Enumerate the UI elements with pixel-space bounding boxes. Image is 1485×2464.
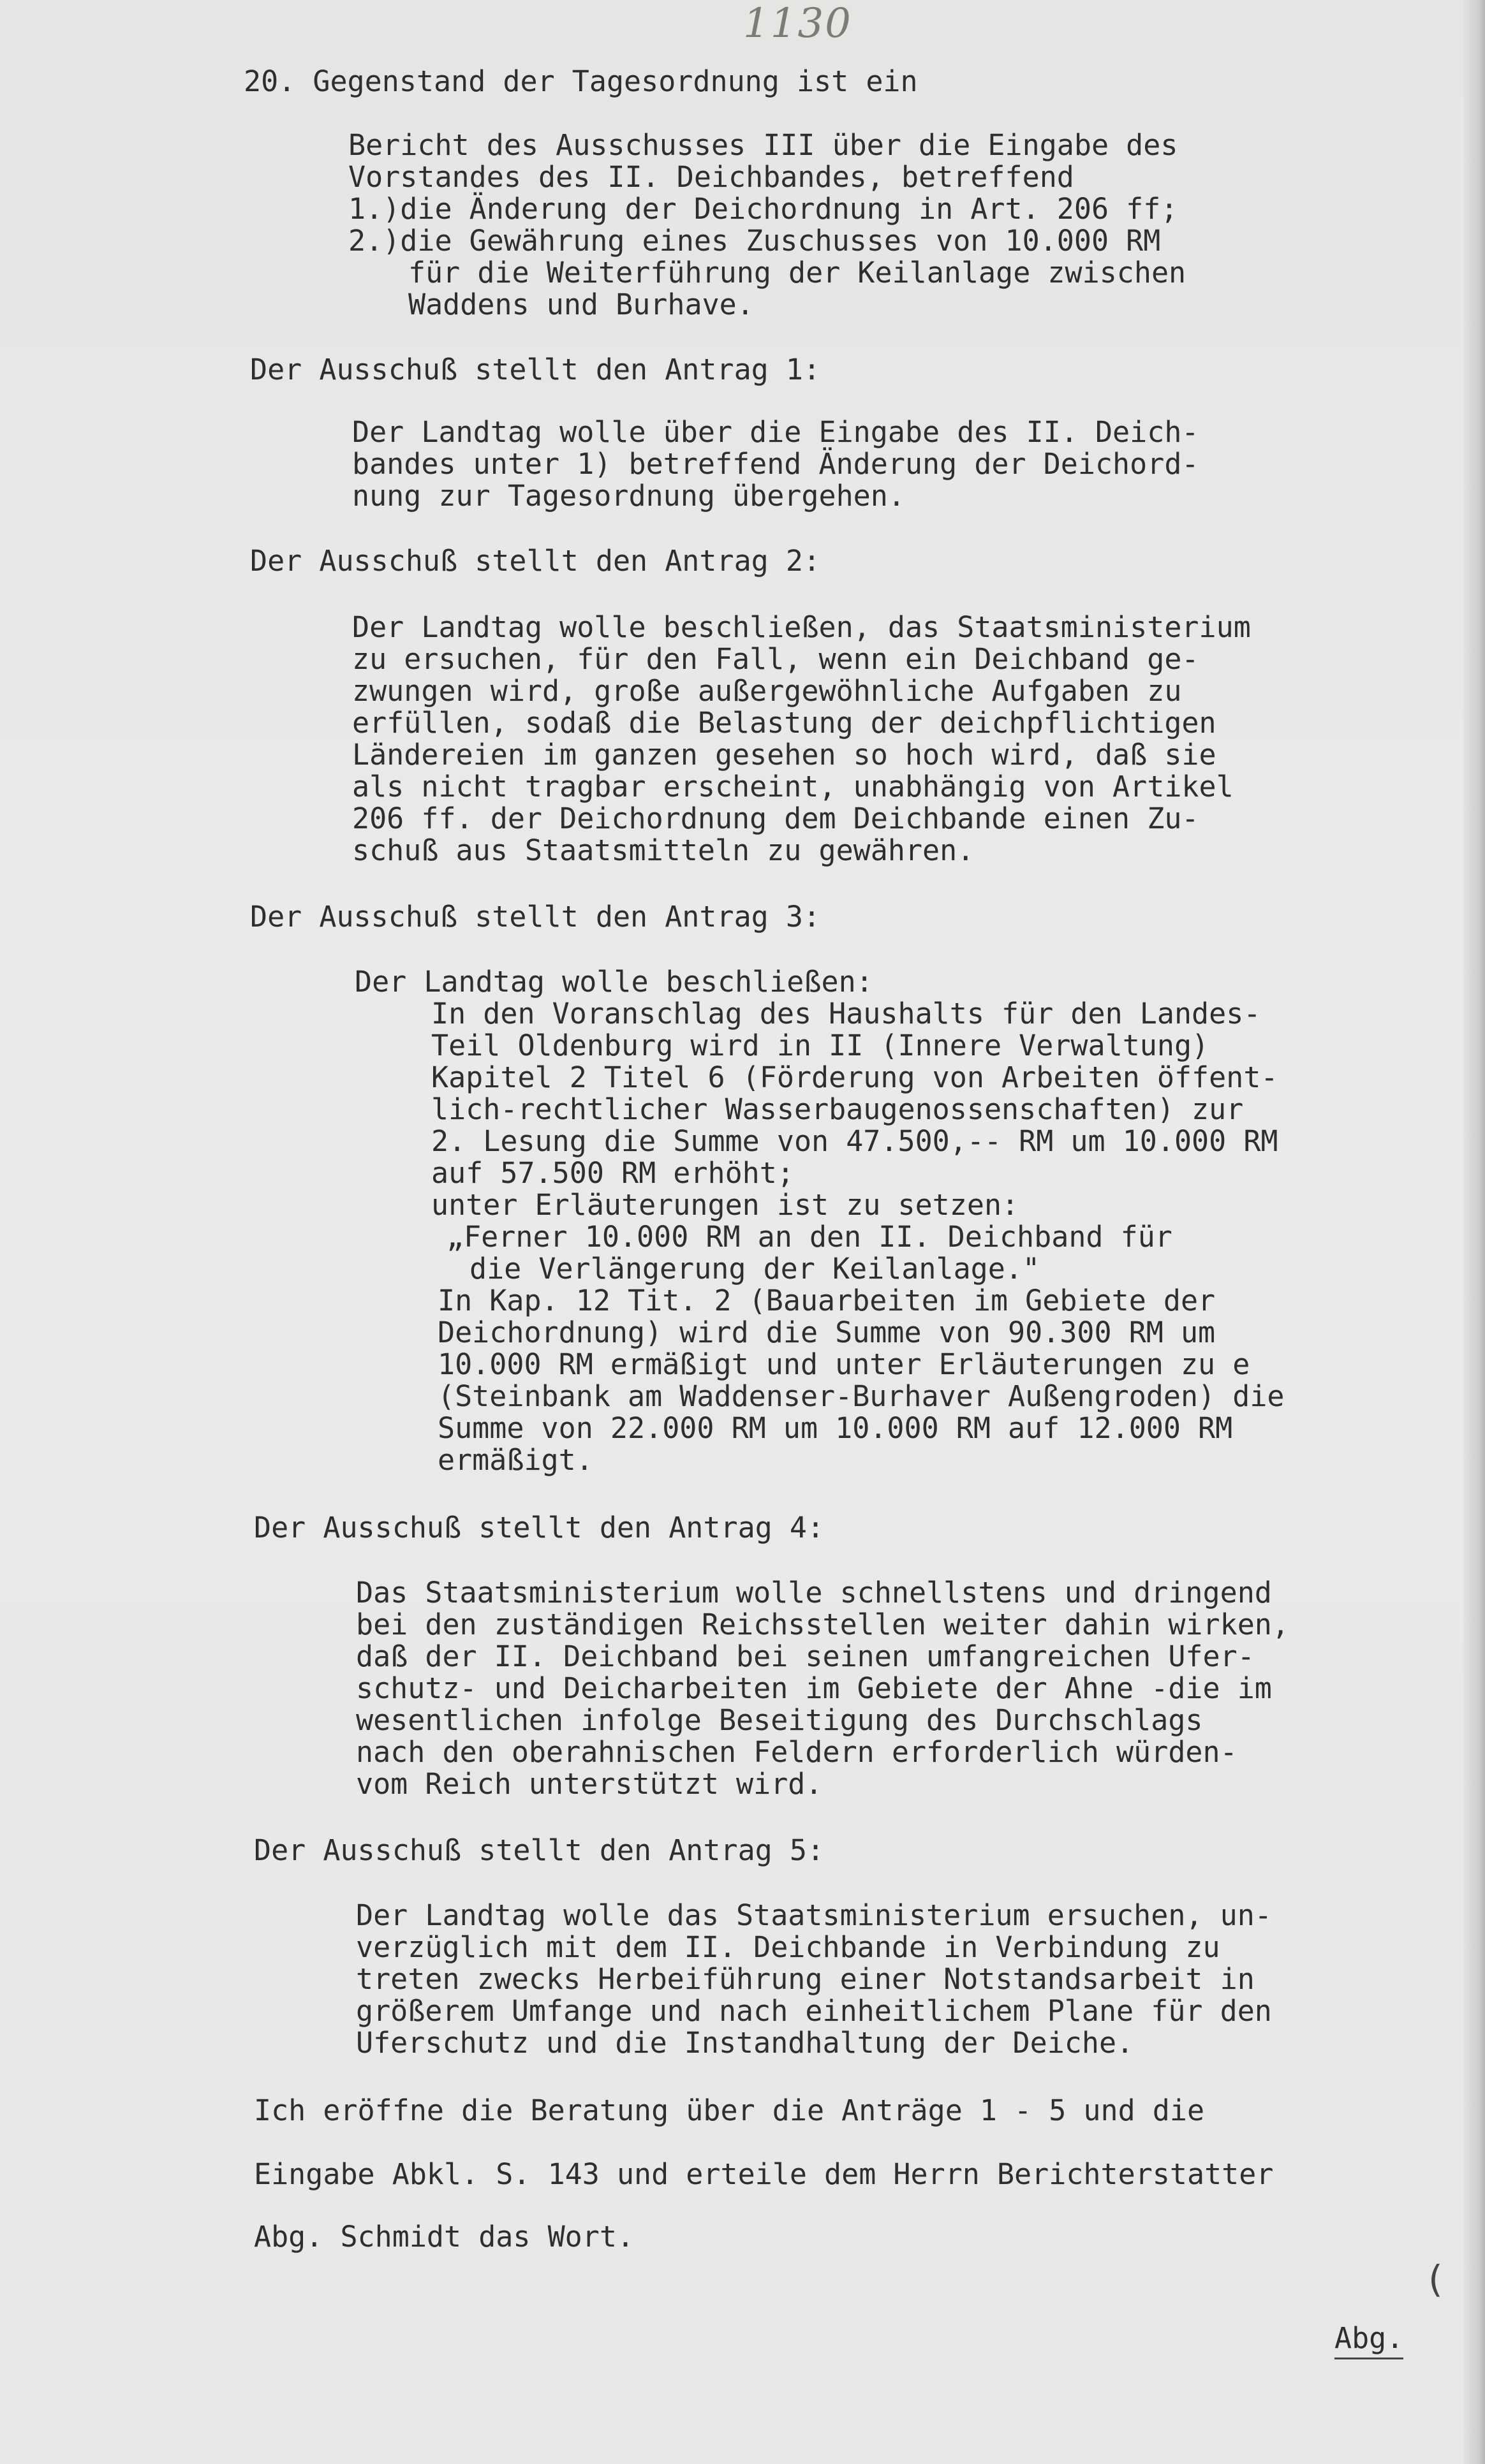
text-line: Der Landtag wolle beschließen, das Staatsministerium (352, 610, 1251, 644)
text-line: für die Weiterführung der Keilanlage zwischen (408, 256, 1186, 290)
text-line: verzüglich mit dem II. Deichbande in Verbindung zu (356, 1930, 1220, 1964)
text-line: Summe von 22.000 RM um 10.000 RM auf 12.000 RM (438, 1411, 1233, 1445)
text-line: vom Reich unterstützt wird. (356, 1767, 823, 1801)
text-line: Abg. Schmidt das Wort. (254, 2220, 635, 2254)
text-line: In den Voranschlag des Haushalts für den Landes- (431, 997, 1261, 1030)
page-edge-shadow (1463, 0, 1485, 2464)
text-line: 1.)die Änderung der Deichordnung in Art. 206 ff; (348, 192, 1178, 226)
text-line: Der Landtag wolle über die Eingabe des II. Deich- (352, 415, 1199, 449)
margin-mark: ( (1424, 2257, 1446, 2301)
text-line: Eingabe Abkl. S. 143 und erteile dem Herrn Berichterstatter (254, 2157, 1274, 2191)
text-line: als nicht tragbar erscheint, unabhängig von Artikel (352, 770, 1234, 803)
text-line: Bericht des Ausschusses III über die Eingabe des (348, 128, 1178, 162)
text-line: Waddens und Burhave. (408, 288, 754, 321)
text-line: bei den zuständigen Reichsstellen weiter dahin wirken, (356, 1608, 1289, 1641)
next-page-catchword: Abg. (1334, 2321, 1403, 2359)
text-line: Teil Oldenburg wird in II (Innere Verwaltung) (431, 1029, 1209, 1062)
text-line: Vorstandes des II. Deichbandes, betreffend (348, 160, 1074, 194)
text-line: bandes unter 1) betreffend Änderung der Deichord- (352, 447, 1199, 481)
text-line: schutz- und Deicharbeiten im Gebiete der Ahne -die im (356, 1671, 1272, 1705)
text-line: Der Ausschuß stellt den Antrag 2: (250, 544, 821, 578)
text-line: erfüllen, sodaß die Belastung der deichpflichtigen (352, 706, 1216, 740)
text-line: Uferschutz und die Instandhaltung der Deiche. (356, 2026, 1134, 2060)
text-line: nung zur Tagesordnung übergehen. (352, 479, 905, 513)
text-line: Der Ausschuß stellt den Antrag 4: (254, 1511, 825, 1544)
text-line: Ich eröffne die Beratung über die Anträge 1 - 5 und die (254, 2094, 1205, 2127)
text-line: Deichordnung) wird die Summe von 90.300 RM um (438, 1316, 1216, 1349)
text-line: schuß aus Staatsmitteln zu gewähren. (352, 833, 975, 867)
text-line: wesentlichen infolge Beseitigung des Durchschlags (356, 1703, 1203, 1737)
text-line: Das Staatsministerium wolle schnellstens und dringend (356, 1576, 1272, 1610)
text-line: 206 ff. der Deichordnung dem Deichbande einen Zu- (352, 802, 1199, 835)
text-line: 2. Lesung die Summe von 47.500,-- RM um 10.000 RM (431, 1124, 1278, 1158)
text-line: zwungen wird, große außergewöhnliche Aufgaben zu (352, 674, 1182, 708)
text-line: auf 57.500 RM erhöht; (431, 1156, 794, 1190)
text-line: größerem Umfange und nach einheitlichem Plane für den (356, 1994, 1272, 2028)
text-line: treten zwecks Herbeiführung einer Notstandsarbeit in (356, 1962, 1255, 1996)
text-line: Ländereien im ganzen gesehen so hoch wird, daß sie (352, 738, 1216, 772)
text-line: lich-rechtlicher Wasserbaugenossenschaften) zur (431, 1092, 1244, 1126)
text-line: daß der II. Deichband bei seinen umfangreichen Ufer- (356, 1639, 1255, 1673)
text-line: zu ersuchen, für den Fall, wenn ein Deichband ge- (352, 642, 1199, 676)
text-line: Der Landtag wolle beschließen: (355, 965, 873, 999)
text-line: ermäßigt. (438, 1443, 593, 1477)
text-line: In Kap. 12 Tit. 2 (Bauarbeiten im Gebiete der (438, 1284, 1216, 1317)
page-number-stamp: 1130 (743, 0, 852, 47)
text-line: „Ferner 10.000 RM an den II. Deichband für (447, 1220, 1172, 1254)
text-line: nach den oberahnischen Feldern erforderlich würden- (356, 1735, 1238, 1769)
text-line: Der Ausschuß stellt den Antrag 1: (250, 353, 821, 386)
text-line: Der Ausschuß stellt den Antrag 3: (250, 900, 821, 934)
text-line: Kapitel 2 Titel 6 (Förderung von Arbeiten öffent- (431, 1060, 1278, 1094)
text-line: Der Landtag wolle das Staatsministerium ersuchen, un- (356, 1898, 1272, 1932)
text-line: 2.)die Gewährung eines Zuschusses von 10.000 RM (348, 224, 1161, 258)
text-line: (Steinbank am Waddenser-Burhaver Außengroden) die (438, 1379, 1285, 1413)
text-line: 20. Gegenstand der Tagesordnung ist ein (244, 64, 918, 98)
text-line: Der Ausschuß stellt den Antrag 5: (254, 1833, 825, 1867)
text-line: unter Erläuterungen ist zu setzen: (431, 1188, 1019, 1222)
text-line: die Verlängerung der Keilanlage." (469, 1252, 1040, 1286)
text-line: 10.000 RM ermäßigt und unter Erläuterungen zu e (438, 1347, 1250, 1381)
